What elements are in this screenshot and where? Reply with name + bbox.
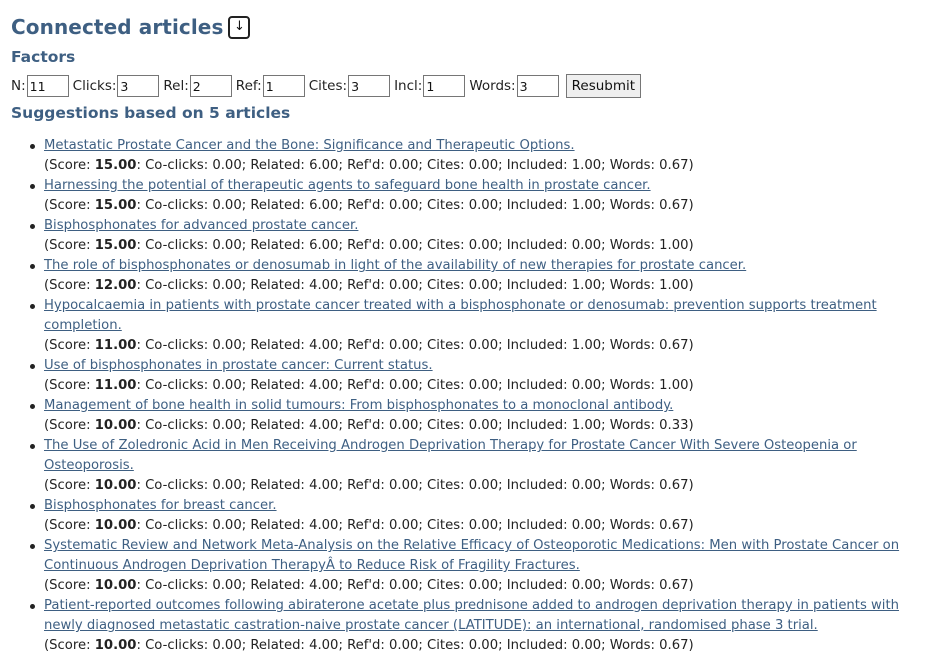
factor-label: Incl: — [394, 78, 423, 94]
list-item — [44, 176, 930, 216]
score-value: 15.00 — [94, 198, 137, 213]
factor-label: Clicks: — [72, 78, 117, 94]
factor-label: N: — [11, 78, 26, 94]
score-value: 12.00 — [94, 278, 137, 293]
score-value: 10.00 — [94, 578, 137, 593]
factor-label: Ref: — [235, 78, 262, 94]
suggestions-heading: Suggestions based on 5 articles — [11, 104, 291, 122]
factor-input[interactable] — [348, 75, 390, 97]
score-line: (Score: 12.00: Co-clicks: 0.00; Related: 4.00; Ref'd: 0.00; Cites: 0.00; Included: 1.00; Words: 1.00) — [44, 278, 694, 293]
factor-label: Cites: — [308, 78, 348, 94]
score-value: 10.00 — [94, 478, 137, 493]
score-line: (Score: 15.00: Co-clicks: 0.00; Related: 6.00; Ref'd: 0.00; Cites: 0.00; Included: 1.00; Words: 0.67) — [44, 158, 694, 173]
suggestions-list — [0, 136, 930, 656]
article-link[interactable]: Bisphosphonates for advanced prostate cancer. — [44, 218, 359, 233]
score-value: 10.00 — [94, 418, 137, 433]
article-link[interactable]: Metastatic Prostate Cancer and the Bone: Significance and Therapeutic Options. — [44, 138, 575, 153]
list-item — [44, 256, 930, 296]
factor-label: Rel: — [163, 78, 189, 94]
score-value: 15.00 — [94, 238, 137, 253]
factors-form — [11, 74, 641, 98]
list-item — [44, 356, 930, 396]
factor-input[interactable] — [517, 75, 559, 97]
article-link[interactable]: Management of bone health in solid tumours: From bisphosphonates to a monoclonal antibody. — [44, 398, 674, 413]
score-line: (Score: 15.00: Co-clicks: 0.00; Related: 6.00; Ref'd: 0.00; Cites: 0.00; Included: 0.00; Words: 1.00) — [44, 238, 694, 253]
collapse-toggle-button[interactable]: ↓ — [228, 16, 250, 39]
factor-input[interactable] — [27, 75, 69, 97]
score-line: (Score: 11.00: Co-clicks: 0.00; Related: 4.00; Ref'd: 0.00; Cites: 0.00; Included: 1.00; Words: 0.67) — [44, 338, 694, 353]
score-value: 11.00 — [94, 378, 137, 393]
list-item — [44, 396, 930, 436]
article-link[interactable]: Bisphosphonates for breast cancer. — [44, 498, 277, 513]
list-item — [44, 136, 930, 176]
score-value: 10.00 — [94, 518, 137, 533]
list-item — [44, 436, 930, 496]
page-title: Connected articles — [11, 15, 224, 39]
resubmit-button[interactable]: Resubmit — [566, 74, 641, 98]
factor-input[interactable] — [423, 75, 465, 97]
article-link[interactable]: Harnessing the potential of therapeutic agents to safeguard bone health in prostate cancer. — [44, 178, 651, 193]
article-link[interactable]: The role of bisphosphonates or denosumab in light of the availability of new therapies for prostate cancer. — [44, 258, 747, 273]
score-line: (Score: 10.00: Co-clicks: 0.00; Related: 4.00; Ref'd: 0.00; Cites: 0.00; Included: 1.00; Words: 0.33) — [44, 418, 694, 433]
list-item — [44, 496, 930, 536]
score-line: (Score: 15.00: Co-clicks: 0.00; Related: 6.00; Ref'd: 0.00; Cites: 0.00; Included: 1.00; Words: 0.67) — [44, 198, 694, 213]
article-link[interactable]: The Use of Zoledronic Acid in Men Receiving Androgen Deprivation Therapy for Prostate Cancer With Severe Osteopenia or Osteoporosis. — [44, 438, 857, 473]
article-link[interactable]: Systematic Review and Network Meta-Analysis on the Relative Efficacy of Osteoporotic Medications: Men with Prostate Cancer on Continuous Androgen Deprivation TherapyÂ to Reduce Risk of Fragility Fractures. — [44, 538, 900, 573]
score-line: (Score: 11.00: Co-clicks: 0.00; Related: 4.00; Ref'd: 0.00; Cites: 0.00; Included: 0.00; Words: 1.00) — [44, 378, 694, 393]
article-link[interactable]: Use of bisphosphonates in prostate cancer: Current status. — [44, 358, 433, 373]
article-link[interactable]: Patient-reported outcomes following abiraterone acetate plus prednisone added to androgen deprivation therapy in patients with newly diagnosed metastatic castration-naive prostate cancer (LATITUDE): an international, randomised phase 3 trial. — [44, 598, 900, 633]
factor-input[interactable] — [190, 75, 232, 97]
score-value: 15.00 — [94, 158, 137, 173]
list-item — [44, 216, 930, 256]
factor-input[interactable] — [117, 75, 159, 97]
score-line: (Score: 10.00: Co-clicks: 0.00; Related: 4.00; Ref'd: 0.00; Cites: 0.00; Included: 0.00; Words: 0.67) — [44, 638, 694, 653]
score-line: (Score: 10.00: Co-clicks: 0.00; Related: 4.00; Ref'd: 0.00; Cites: 0.00; Included: 0.00; Words: 0.67) — [44, 518, 694, 533]
score-value: 10.00 — [94, 638, 137, 653]
article-link[interactable]: Hypocalcaemia in patients with prostate cancer treated with a bisphosphonate or denosumab: prevention supports treatment completion. — [44, 298, 877, 333]
factor-input[interactable] — [263, 75, 305, 97]
score-line: (Score: 10.00: Co-clicks: 0.00; Related: 4.00; Ref'd: 0.00; Cites: 0.00; Included: 0.00; Words: 0.67) — [44, 478, 694, 493]
header — [11, 15, 250, 39]
list-item — [44, 596, 930, 656]
list-item — [44, 536, 930, 596]
factors-heading: Factors — [11, 48, 76, 66]
factor-label: Words: — [469, 78, 516, 94]
score-line: (Score: 10.00: Co-clicks: 0.00; Related: 4.00; Ref'd: 0.00; Cites: 0.00; Included: 0.00; Words: 0.67) — [44, 578, 694, 593]
list-item — [44, 296, 930, 356]
score-value: 11.00 — [94, 338, 137, 353]
